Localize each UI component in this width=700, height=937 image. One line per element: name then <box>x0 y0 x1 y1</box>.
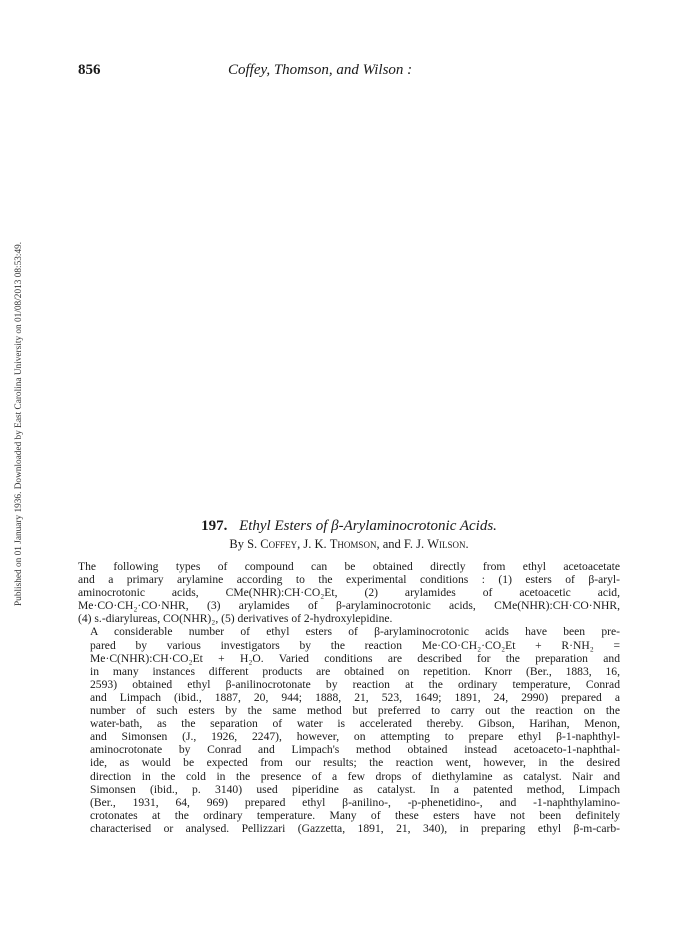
text-line: water-bath, as the separation of water is accelerated thereby. Gibson, Harihan, Menon, <box>90 717 620 731</box>
text-line: Me·CO·CH₂·CO·NHR, (3) arylamides of β-arylaminocrotonic acids, CMe(NHR):CH·CO·NHR, <box>78 599 620 613</box>
text-line: number of such esters by the same method but preferred to carry out the reaction on the <box>90 704 620 718</box>
text-line: (Ber., 1931, 64, 969) prepared ethyl β-anilino-, -p-phenetidino-, and -1-naphthylamino- <box>90 795 620 809</box>
article-title <box>78 518 620 535</box>
text-line: Simonsen (ibid., p. 3140) used piperidine as catalyst. In a patented method, Limpach <box>90 782 620 796</box>
text-line: and Simonsen (J., 1926, 2247), however, on attempting to prepare ethyl β-1-naphthyl- <box>90 730 620 744</box>
page-number: 856 <box>78 62 101 78</box>
text-line: crotonates at the ordinary temperature. Many of these esters have not been definitely <box>90 808 620 822</box>
byline-sep-2: , and F. J. <box>376 537 425 551</box>
running-title: Coffey, Thomson, and Wilson : <box>228 62 413 78</box>
article-number: 197. <box>201 518 228 534</box>
text-line: Me·C(NHR):CH·CO₂Et + H₂O. Varied conditions are described for the preparation and <box>90 651 620 665</box>
author-coffey: Coffey <box>260 537 298 551</box>
author-wilson: Wilson <box>427 537 466 551</box>
article-body <box>78 560 620 835</box>
text-line: A considerable number of ethyl esters of β-arylaminocrotonic acids have been pre- <box>90 625 620 639</box>
text-line: 2593) obtained ethyl β-anilinocrotonate by reaction at the ordinary temperature, Conrad <box>90 677 620 691</box>
article <box>78 518 620 835</box>
text-line: ide, as would be expected from our results; the reaction went, however, in the desired <box>90 756 620 770</box>
byline-suffix: . <box>465 537 469 551</box>
text-line: in many instances different products are obtained on repetition. Knorr (Ber., 1883, 16, <box>90 664 620 678</box>
text-line: characterised or analysed. Pellizzari (Gazzetta, 1891, 21, 340), in preparing ethyl β-m-carb- <box>90 821 620 835</box>
text-line: aminocrotonic acids, CMe(NHR):CH·CO₂Et, (2) arylamides of acetoacetic acid, <box>78 586 620 600</box>
author-thomson: Thomson <box>329 537 377 551</box>
text-line: direction in the cold in the presence of a few drops of diethylamine as catalyst. Nair and <box>90 769 620 783</box>
byline <box>78 537 620 552</box>
text-line: The following types of compound can be obtained directly from ethyl acetoacetate <box>78 560 620 573</box>
text-line: (4) s.-diarylureas, CO(NHR)₂, (5) derivatives of 2-hydroxylepidine. <box>78 612 393 626</box>
download-watermark <box>2 170 24 606</box>
byline-prefix: By S. <box>229 537 258 551</box>
text-line: aminocrotonate by Conrad and Limpach's method obtained instead acetoaceto-1-naphthal- <box>90 743 620 757</box>
article-title-text: Ethyl Esters of β-Arylaminocrotonic Acids. <box>239 518 497 534</box>
text-line: and a primary arylamine according to the experimental conditions : (1) esters of β-aryl- <box>78 573 620 587</box>
text-line: pared by various investigators by the reaction Me·CO·CH₂·CO₂Et + R·NH₂ = <box>90 638 620 652</box>
paragraph-prior-work <box>78 625 620 835</box>
byline-sep-1: , J. K. <box>297 537 327 551</box>
text-line: and Limpach (ibid., 1887, 20, 944; 1888, 21, 523, 1649; 1891, 24, 2990) prepared a <box>90 690 620 704</box>
download-watermark-text: Published on 01 January 1936. Downloaded by East Carolina University on 01/08/2013 08:53:49. <box>14 241 24 606</box>
paragraph-compound-types <box>78 560 620 625</box>
